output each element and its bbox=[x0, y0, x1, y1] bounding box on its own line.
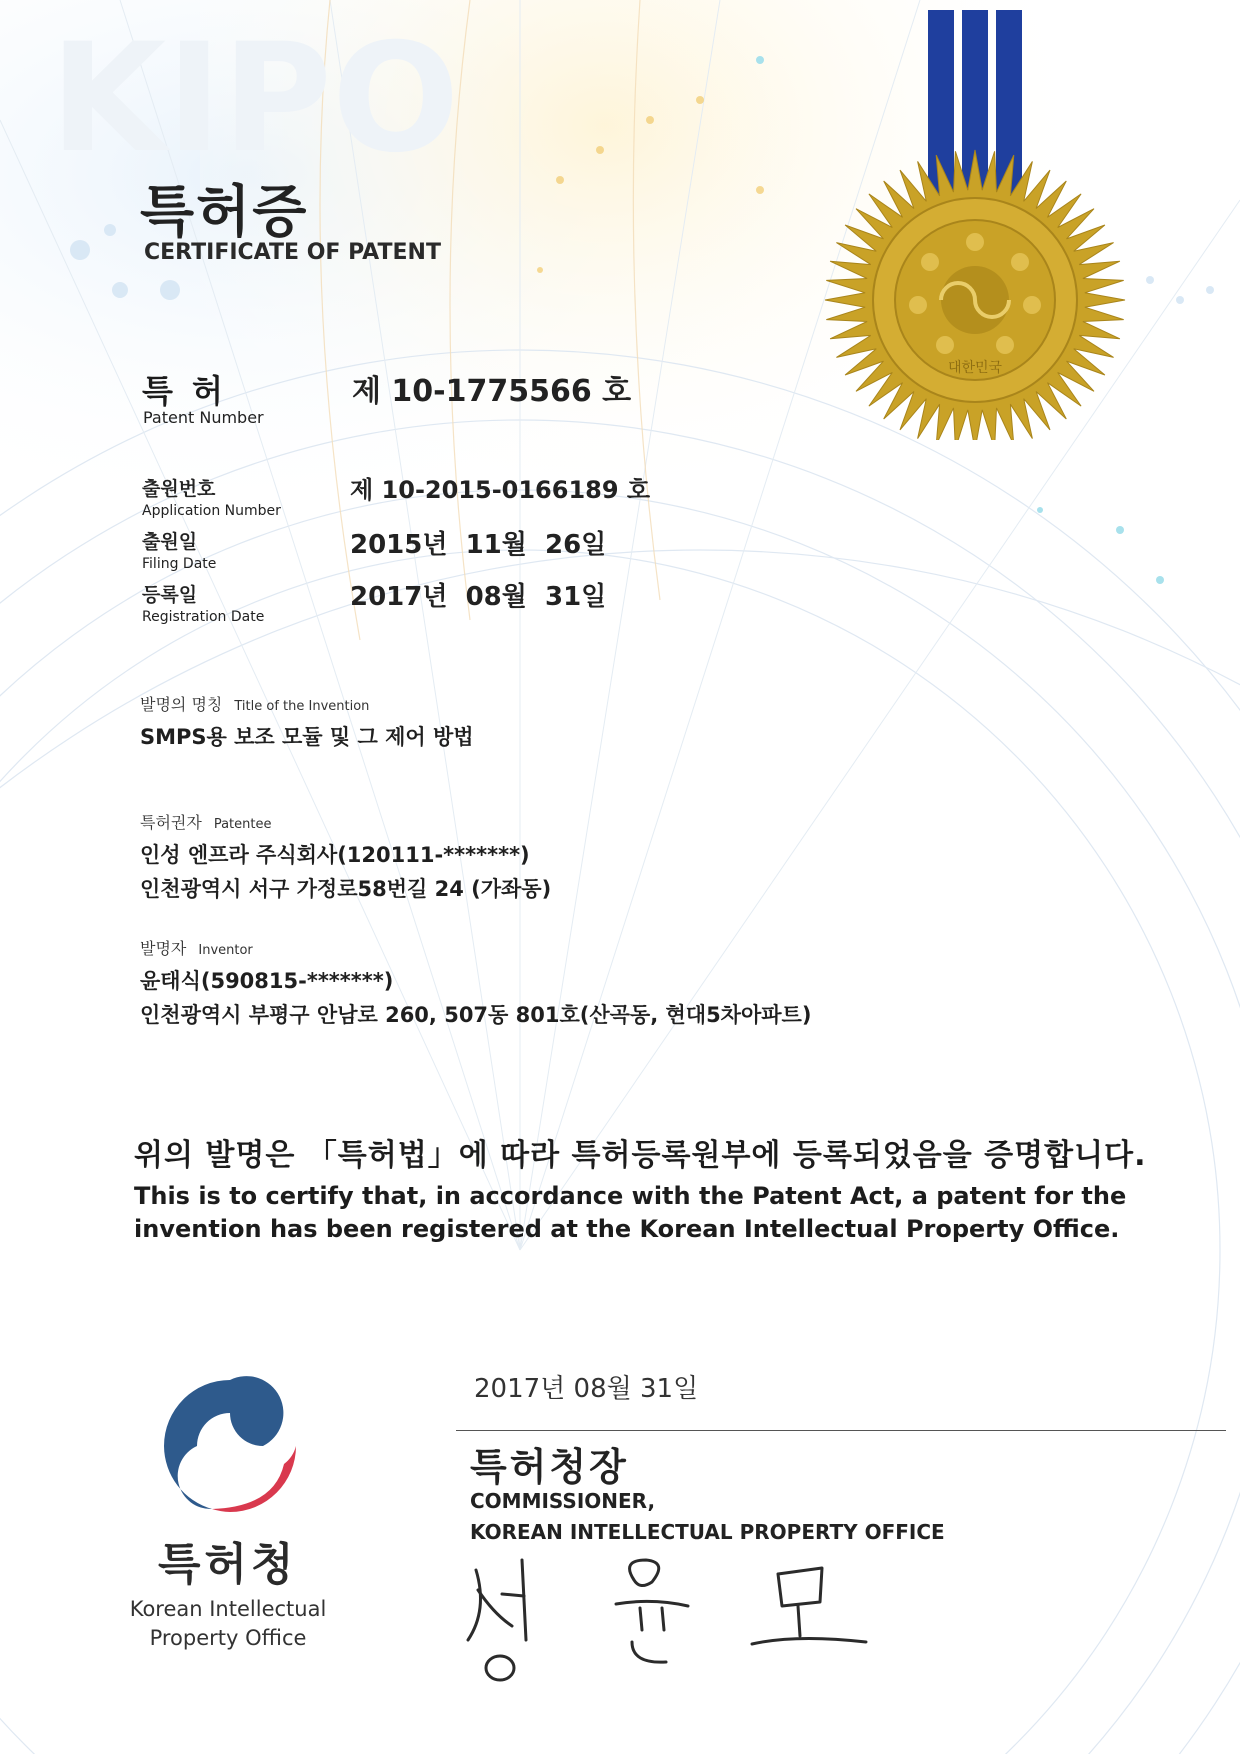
certification-statement-en: This is to certify that, in accordance with the Patent Act, a patent for the invention has been registered at the Korean Intellectual Property Office. bbox=[134, 1182, 1127, 1243]
patent-number-value: 제 10-1775566 호 bbox=[352, 374, 632, 409]
kipo-name-en-line1: Korean Intellectual bbox=[129, 1597, 327, 1621]
inventor-label-ko: 발명자 bbox=[140, 939, 187, 958]
registration-date-label-ko: 등록일 bbox=[142, 584, 198, 606]
kipo-name-en-line2: Property Office bbox=[149, 1626, 307, 1650]
application-number-label bbox=[142, 474, 281, 519]
kipo-taegeuk-logo bbox=[156, 1372, 304, 1522]
commissioner-title-ko: 특허청장 bbox=[470, 1445, 629, 1489]
filing-date-label-ko: 출원일 bbox=[142, 531, 198, 553]
invention-title-label-ko: 발명의 명칭 bbox=[140, 695, 223, 714]
invention-title-value: SMPS용 보조 모듈 및 그 제어 방법 bbox=[140, 725, 474, 749]
invention-title-label bbox=[140, 692, 369, 715]
inventor-name: 윤태식(590815-*******) bbox=[140, 969, 394, 993]
registration-date-value: 2017년 08월 31일 bbox=[350, 582, 607, 612]
svg-text:KIPO: KIPO bbox=[50, 12, 460, 186]
certificate-title-en: CERTIFICATE OF PATENT bbox=[144, 240, 441, 265]
application-number-value: 제 10-2015-0166189 호 bbox=[350, 476, 651, 504]
registration-date-label bbox=[142, 580, 264, 625]
patentee-name: 인성 엔프라 주식회사(120111-*******) bbox=[140, 843, 530, 867]
svg-text:대한민국: 대한민국 bbox=[947, 360, 1003, 376]
filing-date-label bbox=[142, 527, 216, 572]
filing-date-label-en: Filing Date bbox=[142, 556, 217, 572]
patentee-label-en: Patentee bbox=[213, 817, 272, 832]
patentee-address: 인천광역시 서구 가정로58번길 24 (가좌동) bbox=[140, 877, 552, 901]
patentee-label-ko: 특허권자 bbox=[140, 813, 202, 832]
application-number-label-ko: 출원번호 bbox=[142, 478, 216, 500]
patentee-label bbox=[140, 810, 271, 833]
registration-date-label-en: Registration Date bbox=[142, 609, 265, 625]
commissioner-title-en-line1: COMMISSIONER, bbox=[470, 1489, 656, 1513]
certificate-title-ko: 특허증 bbox=[140, 180, 309, 245]
patent-number-label-en: Patent Number bbox=[143, 408, 264, 427]
inventor-address: 인천광역시 부평구 안남로 260, 507동 801호(산곡동, 현대5차아파트) bbox=[140, 1003, 812, 1027]
filing-date-value: 2015년 11월 26일 bbox=[350, 530, 607, 560]
commissioner-title-en-line2: KOREAN INTELLECTUAL PROPERTY OFFICE bbox=[470, 1520, 945, 1544]
kipo-name-en bbox=[128, 1595, 328, 1653]
issue-date: 2017년 08월 31일 bbox=[474, 1374, 699, 1404]
invention-title-label-en: Title of the Invention bbox=[234, 699, 370, 714]
application-number-label-en: Application Number bbox=[142, 503, 281, 519]
certification-statement-ko: 위의 발명은 「특허법」에 따라 특허등록원부에 등록되었음을 증명합니다. bbox=[134, 1138, 1147, 1173]
national-seal-emblem bbox=[820, 0, 1140, 440]
patent-number-label-ko: 특 허 bbox=[142, 372, 227, 410]
inventor-label-en: Inventor bbox=[198, 943, 253, 958]
kipo-name-ko: 특허청 bbox=[158, 1539, 298, 1590]
inventor-label bbox=[140, 936, 253, 959]
commissioner-signature bbox=[456, 1530, 876, 1690]
signature-divider bbox=[456, 1430, 1226, 1431]
